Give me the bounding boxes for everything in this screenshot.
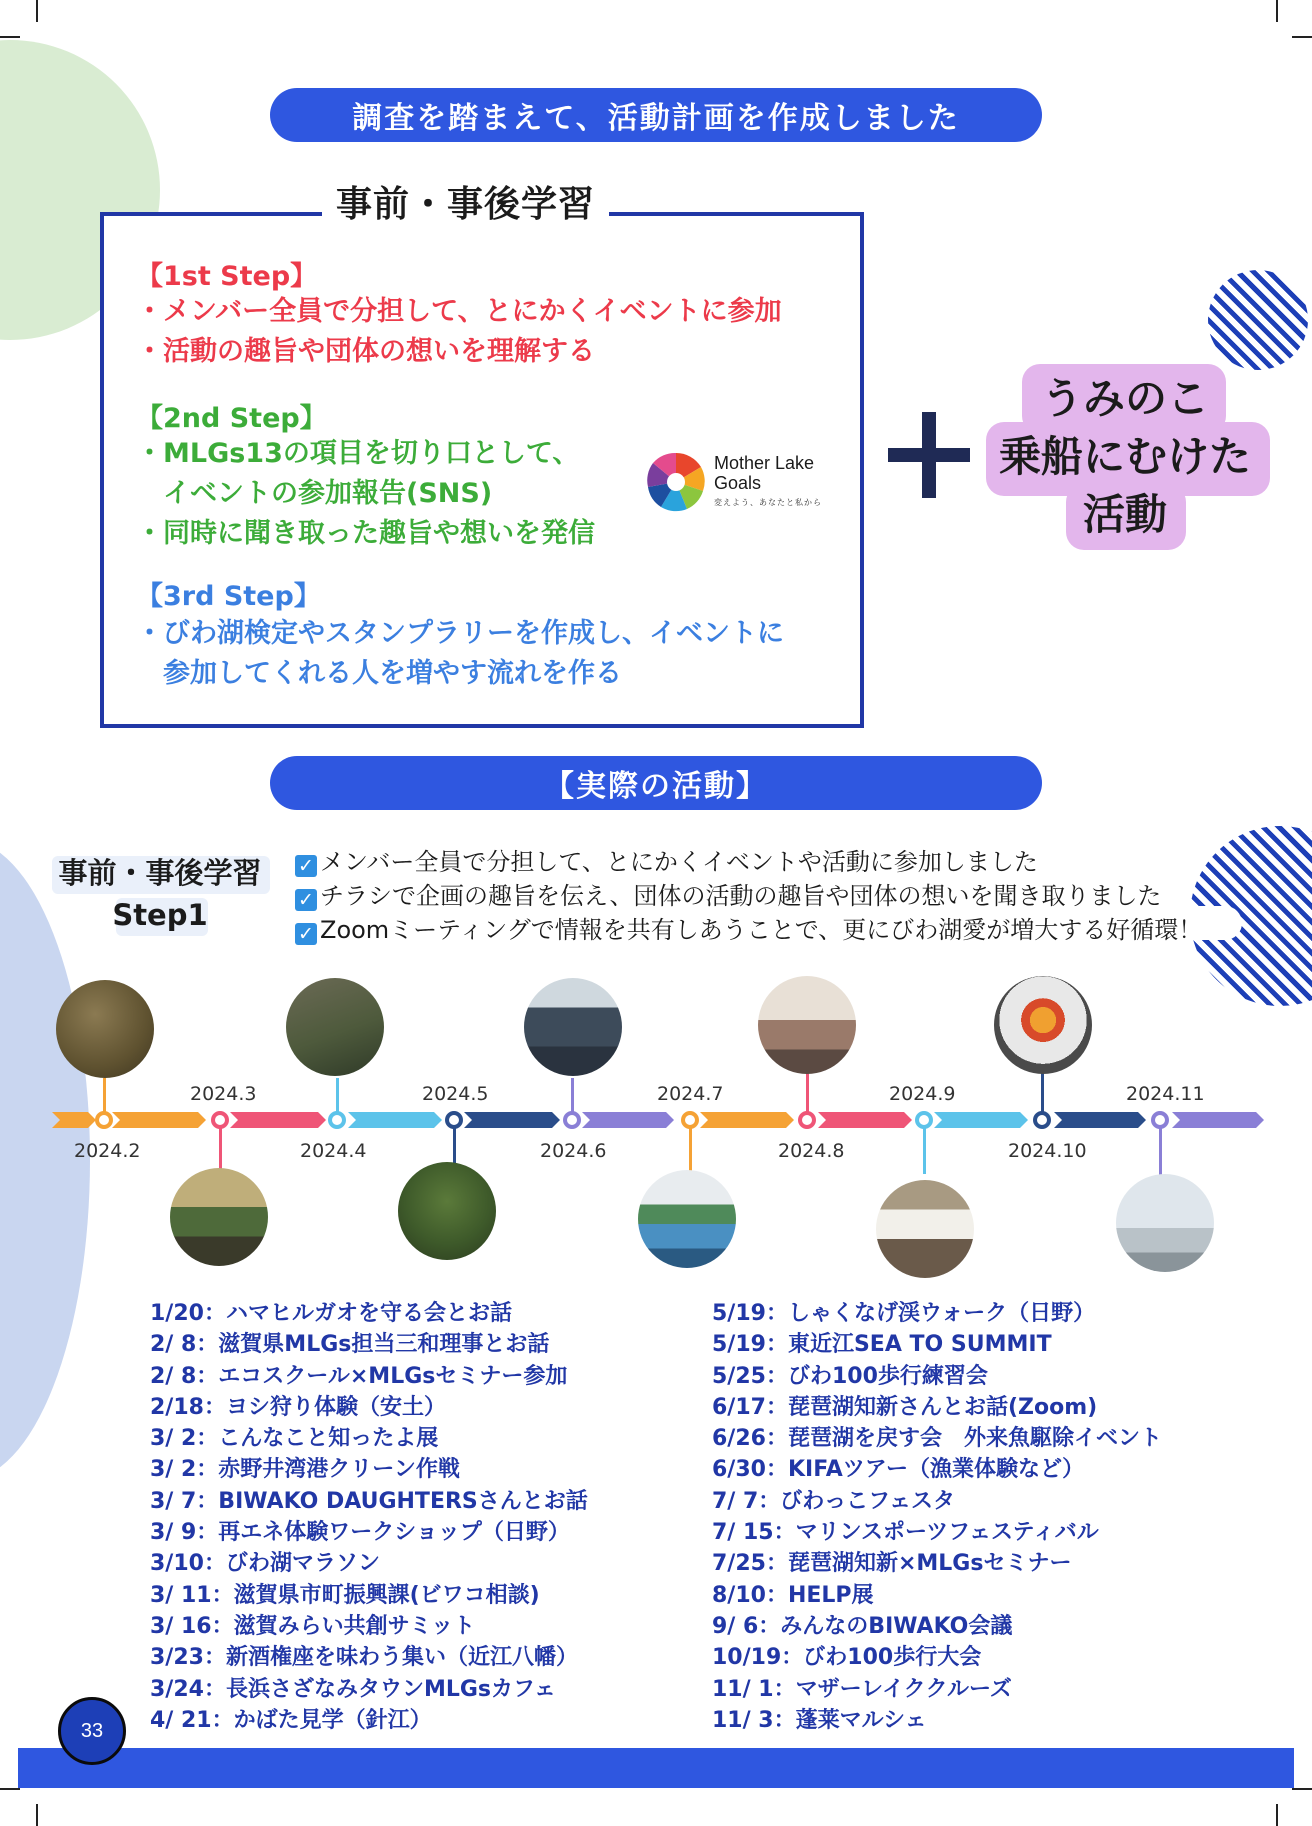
umiko-line: 活動 (1082, 490, 1167, 539)
timeline-date: 2024.10 (1008, 1140, 1087, 1162)
timeline-date: 2024.5 (422, 1083, 489, 1105)
event-item: 2/ 8：エコスクール×MLGsセミナー参加 (150, 1363, 568, 1389)
timeline-photo (1116, 1174, 1214, 1272)
timeline-segment (1054, 1112, 1146, 1128)
logo-tagline: 変えよう、あなたと私から (714, 498, 822, 507)
event-item: 7/25：琵琶湖知新×MLGsセミナー (712, 1551, 1072, 1577)
timeline-segment (1172, 1112, 1264, 1128)
event-item: 11/ 3：蓬莱マルシェ (712, 1707, 927, 1733)
timeline-photo (398, 1162, 496, 1260)
event-item: 2/18：ヨシ狩り体験（安土） (150, 1394, 446, 1420)
step2-line: イベントの参加報告(SNS) (136, 478, 493, 509)
step1-line: ・メンバー全員で分担して、とにかくイベントに参加 (136, 296, 782, 327)
footer-bar (18, 1748, 1294, 1788)
step2-line: ・MLGs13の項目を切り口として、 (136, 438, 580, 469)
timeline-date: 2024.7 (657, 1083, 724, 1105)
event-item: 6/30：KIFAツアー（漁業体験など） (712, 1457, 1085, 1483)
timeline-segment (934, 1112, 1028, 1128)
logo-line1: Mother Lake (714, 453, 815, 473)
event-item: 1/20：ハマヒルガオを守る会とお話 (150, 1301, 512, 1326)
event-item: 3/ 11：滋賀県市町振興課(ビワコ相談) (150, 1582, 540, 1608)
event-item: 10/19：びわ100歩行大会 (712, 1645, 982, 1671)
activities-banner: 【実際の活動】 (270, 756, 1042, 810)
timeline-node (681, 1111, 699, 1129)
umiko-line: 乗船にむけた (998, 432, 1251, 481)
timeline-stem (1159, 1128, 1162, 1180)
timeline-node (211, 1111, 229, 1129)
event-item: 3/ 9：再エネ体験ワークショップ（日野） (150, 1520, 570, 1546)
event-item: 3/24：長浜さざなみタウンMLGsカフェ (150, 1676, 556, 1702)
checklist-text: メンバー全員で分担して、とにかくイベントや活動に参加しました (320, 848, 1038, 876)
event-item: 11/ 1：マザーレイククルーズ (712, 1676, 1012, 1702)
event-item: 3/ 7：BIWAKO DAUGHTERSさんとお話 (150, 1488, 588, 1514)
checklist-text: Zoomミーティングで情報を共有しあうことで、更にびわ湖愛が増大する好循環！ (320, 916, 1203, 944)
timeline-segment (700, 1112, 794, 1128)
timeline-node (1033, 1111, 1051, 1129)
event-item: 7/ 7：びわっこフェスタ (712, 1488, 955, 1514)
event-item: 6/26：琵琶湖を戻す会 外来魚駆除イベント (712, 1426, 1162, 1452)
plan-banner: 調査を踏まえて、活動計画を作成しました (270, 88, 1042, 142)
event-item: 3/10：びわ湖マラソン (150, 1551, 380, 1577)
step2-line: ・同時に聞き取った趣旨や想いを発信 (136, 518, 595, 549)
timeline-photo (56, 980, 154, 1078)
timeline-date: 2024.9 (889, 1083, 956, 1105)
timeline-stem (1041, 1070, 1044, 1112)
plan-box-title: 事前・事後学習 (322, 172, 609, 231)
timeline-date: 2024.6 (540, 1140, 607, 1162)
timeline-segment (230, 1112, 326, 1128)
step1-line: ・活動の趣旨や団体の想いを理解する (136, 336, 595, 367)
step3-line: ・びわ湖検定やスタンプラリーを作成し、イベントに (136, 618, 784, 649)
event-item: 3/23：新酒権座を味わう集い（近江八幡） (150, 1645, 578, 1671)
checkbox-icon: ✓ (295, 855, 317, 877)
event-item: 5/19：しゃくなげ渓ウォーク（日野） (712, 1301, 1096, 1326)
timeline-segment (582, 1112, 674, 1128)
timeline-node (563, 1111, 581, 1129)
timeline-segment (818, 1112, 912, 1128)
sidebar-heading: 事前・事後学習 (58, 856, 262, 890)
event-item: 3/ 2：赤野井湾港クリーン作戦 (150, 1457, 460, 1483)
event-item: 2/ 8：滋賀県MLGs担当三和理事とお話 (150, 1332, 550, 1358)
timeline-stem (336, 1078, 339, 1112)
event-list-right (712, 1298, 1162, 1736)
timeline-node (445, 1111, 463, 1129)
timeline-node (915, 1111, 933, 1129)
event-item: 5/25：びわ100歩行練習会 (712, 1363, 988, 1389)
page-number: 33 (58, 1697, 126, 1765)
timeline-segment (112, 1112, 206, 1128)
timeline-photo (876, 1180, 974, 1278)
event-item: 4/ 21：かばた見学（針江） (150, 1707, 432, 1733)
event-item: 7/ 15：マリンスポーツフェスティバル (712, 1520, 1099, 1546)
timeline-node (328, 1111, 346, 1129)
timeline-date: 2024.3 (190, 1083, 257, 1105)
timeline-node (95, 1111, 113, 1129)
umiko-line: うみのこ (1040, 374, 1209, 423)
timeline-stem (923, 1128, 926, 1174)
step1-heading: 【1st Step】 (136, 261, 318, 292)
timeline-node (1151, 1111, 1169, 1129)
event-item: 9/ 6：みんなのBIWAKO会議 (712, 1613, 1013, 1639)
timeline-stem (806, 1070, 809, 1112)
timeline-photo (994, 976, 1092, 1074)
logo-line2: Goals (714, 473, 762, 493)
timeline-photo (524, 978, 622, 1076)
timeline-segments (52, 1112, 1264, 1128)
checkbox-icon: ✓ (295, 889, 317, 911)
timeline-date: 2024.4 (300, 1140, 367, 1162)
timeline-segment (348, 1112, 442, 1128)
step3-line: 参加してくれる人を増やす流れを作る (136, 658, 622, 689)
timeline-node (798, 1111, 816, 1129)
timeline-stem (453, 1128, 456, 1166)
timeline-date: 2024.8 (778, 1140, 845, 1162)
timeline-date: 2024.2 (74, 1140, 141, 1162)
checklist-text: チラシで企画の趣旨を伝え、団体の活動の趣旨や団体の想いを聞き取りました (320, 882, 1162, 910)
sidebar-subheading: Step1 (112, 898, 208, 932)
timeline-date: 2024.11 (1126, 1083, 1205, 1105)
event-item: 5/19：東近江SEA TO SUMMIT (712, 1332, 1052, 1358)
step2-heading: 【2nd Step】 (136, 403, 327, 434)
checkbox-icon: ✓ (295, 923, 317, 945)
event-item: 3/ 2：こんなこと知ったよ展 (150, 1426, 439, 1452)
timeline-photo (286, 978, 384, 1076)
timeline-segment (52, 1112, 96, 1128)
event-list-left (150, 1298, 588, 1736)
timeline-photo (638, 1170, 736, 1268)
timeline-stem (571, 1078, 574, 1112)
step3-heading: 【3rd Step】 (136, 581, 321, 612)
event-item: 6/17：琵琶湖知新さんとお話(Zoom) (712, 1394, 1098, 1420)
timeline-stem (103, 1078, 106, 1112)
timeline-segment (464, 1112, 560, 1128)
event-item: 8/10：HELP展 (712, 1582, 874, 1608)
timeline-photo (170, 1168, 268, 1266)
event-item: 3/ 16：滋賀みらい共創サミット (150, 1613, 476, 1639)
timeline-photo (758, 976, 856, 1074)
